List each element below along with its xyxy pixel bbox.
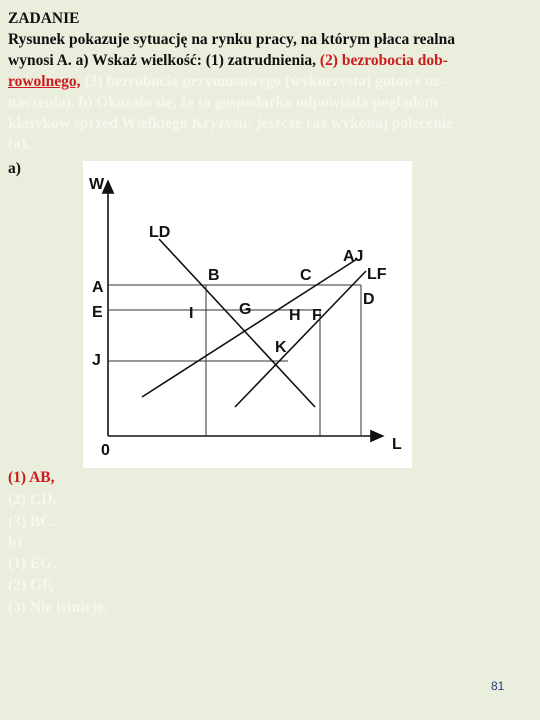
level-a-label: A [92,279,104,296]
lf-curve [235,271,366,407]
answer-b-heading: b) [8,534,22,551]
point-d-label: D [363,291,375,308]
y-axis-label: W [89,176,105,193]
task-line-1: Rysunek pokazuje sytuację na rynku pracy, na którym płaca realna [8,31,455,48]
point-h-label: H [289,307,301,324]
task-title: ZADANIE [8,10,80,27]
answer-b2: (2) GF, [8,577,54,594]
answer-b3: (3) Nie istnieje. [8,599,108,616]
level-j-label: J [92,352,101,369]
answer-b1: (1) EG, [8,555,57,572]
ld-label: LD [149,224,171,241]
point-b-label: B [208,267,220,284]
point-c-label: C [300,267,312,284]
point-k-label: K [275,339,287,356]
aj-curve [142,259,357,397]
task-line-6: (a). [8,136,30,153]
aj-label: AJ [343,248,364,265]
origin-label: 0 [101,442,110,459]
answer-a3: (3) BC. [8,513,56,530]
answer-a1: (1) AB, [8,469,55,486]
task-line-7: a) [8,160,21,177]
point-i-label: I [189,305,194,322]
level-e-label: E [92,304,103,321]
lf-label: LF [367,266,387,283]
task-line-2b: (2) bezrobocia dob- [319,52,448,69]
page-number: 81 [491,679,505,693]
answer-a2: (2) CD, [8,491,57,508]
x-axis-label: L [392,436,402,453]
task-line-3 [8,71,445,92]
task-line-3b: (3) bezrobocia przymusowego (wykorzystaj gotowe oz- [80,73,446,90]
point-f-label: F [312,307,322,324]
point-g-label: G [239,301,252,318]
labor-market-diagram [83,161,412,468]
task-line-3a: rowolnego, [8,73,81,90]
diagram-svg [83,161,412,468]
task-line-5: klasyków sprzed Wielkiego Kryzysu; jeszcze raz wykonaj polecenie [8,115,453,132]
task-line-2 [8,50,448,71]
task-line-2a: wynosi A. a) Wskaż wielkość: (1) zatrudnienia, [8,52,320,69]
task-line-4: naczenia). b) Okazało się, że ta gospodarka odpowiada poglądom [8,94,438,111]
